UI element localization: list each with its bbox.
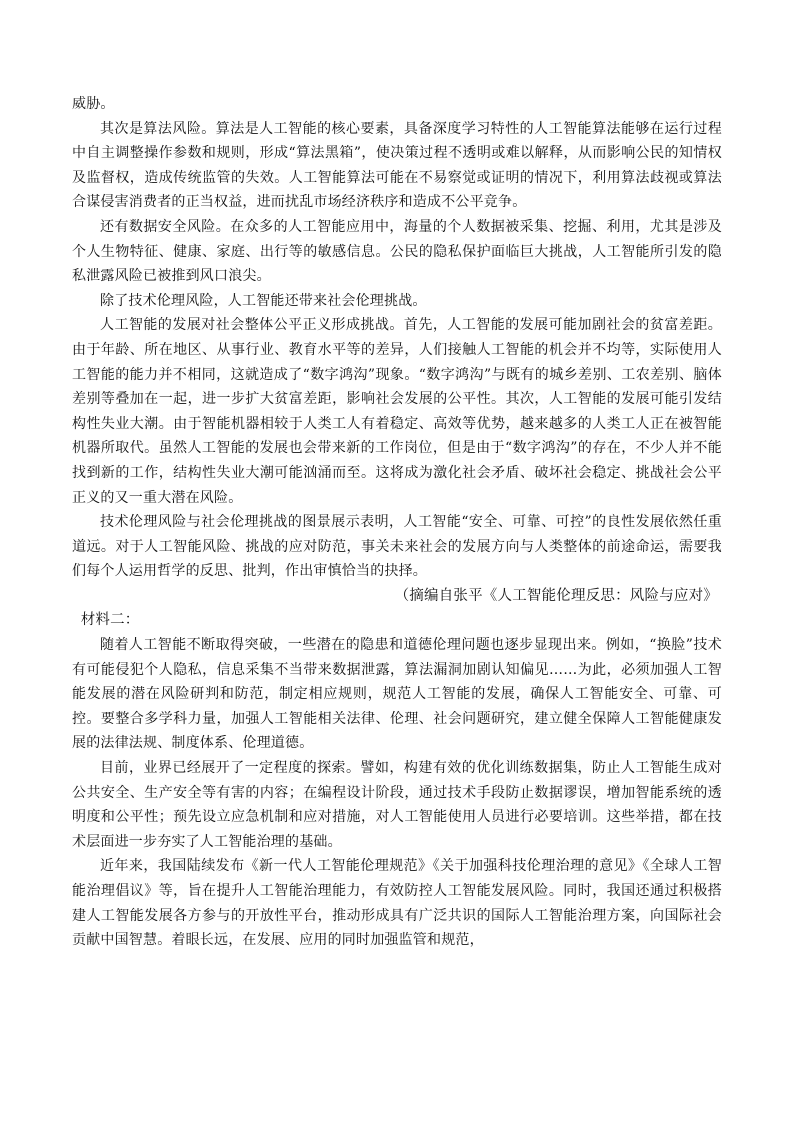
section-label-material-two: 材料二： (80, 612, 140, 629)
document-page (72, 92, 722, 953)
source-citation: （摘编自张平《人工智能伦理反思：风险与应对》 (394, 587, 718, 604)
paragraph-continuation: 威胁。 (72, 96, 115, 112)
paragraph-algorithm-risk: 其次是算法风险。算法是人工智能的核心要素，具备深度学习特性的人工智能算法能够在运行过程中自主调整操作参数和规则，形成“算法黑箱”，使决策过程不透明或难以解释，从而影响公民的知情权及监督权，造成传统监管的失效。人工智能算法可能在不易察觉或证明的情况下，利用算法歧视或算法合谋侵害消费者的正当权益，进而扰乱市场经济秩序和造成不公平竞争。 (72, 120, 722, 211)
paragraph-social-ethics-intro: 除了技术伦理风险，人工智能还带来社会伦理挑战。 (100, 292, 427, 309)
paragraph-material2-policy: 近年来，我国陆续发布《新一代人工智能伦理规范》《关于加强科技伦理治理的意见》《全球人工智能治理倡议》等，旨在提升人工智能治理能力，有效防控人工智能发展风险。同时，我国还通过积极搭建人工智能发展各方参与的开放性平台，推动形成具有广泛共识的国际人工智能治理方案，向国际社会贡献中国智慧。着眼长远，在发展、应用的同时加强监管和规范， (72, 858, 722, 949)
paragraph-data-security-risk: 还有数据安全风险。在众多的人工智能应用中，海量的个人数据被采集、挖掘、利用，尤其是涉及个人生物特征、健康、家庭、出行等的敏感信息。公民的隐私保护面临巨大挑战，人工智能所引发的隐私泄露风险已被推到风口浪尖。 (72, 218, 722, 285)
paragraph-material2-risks: 随着人工智能不断取得突破，一些潜在的隐患和道德伦理问题也逐步显现出来。例如，“换脸”技术有可能侵犯个人隐私，信息采集不当带来数据泄露，算法漏洞加剧认知偏见……为此，必须加强人工智能发展的潜在风险研判和防范，制定相应规则，规范人工智能的发展，确保人工智能安全、可靠、可控。要整合多学科力量，加强人工智能相关法律、伦理、社会问题研究，建立健全保障人工智能健康发展的法律法规、制度体系、伦理道德。 (72, 637, 722, 752)
paragraph-material2-exploration: 目前，业界已经展开了一定程度的探索。譬如，构建有效的优化训练数据集，防止人工智能生成对公共安全、生产安全等有害的内容；在编程设计阶段，通过技术手段防止数据谬误，增加智能系统的透明度和公平性；预先设立应急机制和应对措施，对人工智能使用人员进行必要培训。这些举措，都在技术层面进一步夯实了人工智能治理的基础。 (72, 760, 722, 850)
paragraph-conclusion: 技术伦理风险与社会伦理挑战的图景展示表明，人工智能“安全、可靠、可控”的良性发展依然任重道远。对于人工智能风险、挑战的应对防范，事关未来社会的发展方向与人类整体的前途命运，需要我们每个人运用哲学的反思、批判，作出审慎恰当的抉择。 (72, 514, 722, 580)
paragraph-fairness-challenge: 人工智能的发展对社会整体公平正义形成挑战。首先，人工智能的发展可能加剧社会的贫富差距。由于年龄、所在地区、从事行业、教育水平等的差异，人们接触人工智能的机会并不均等，实际使用人工智能的能力并不相同，这就造成了“数字鸿沟”现象。“数字鸿沟”与既有的城乡差别、工农差别、脑体差别等叠加在一起，进一步扩大贫富差距，影响社会发展的公平性。其次，人工智能的发展可能引发结构性失业大潮。由于智能机器相较于人类工人有着稳定、高效等优势，越来越多的人类工人正在被智能机器所取代。虽然人工智能的发展也会带来新的工作岗位，但是由于“数字鸿沟”的存在，不少人并不能找到新的工作，结构性失业大潮可能汹涌而至。这将成为激化社会矛盾、破坏社会稳定、挑战社会公平正义的又一重大潜在风险。 (72, 317, 722, 506)
